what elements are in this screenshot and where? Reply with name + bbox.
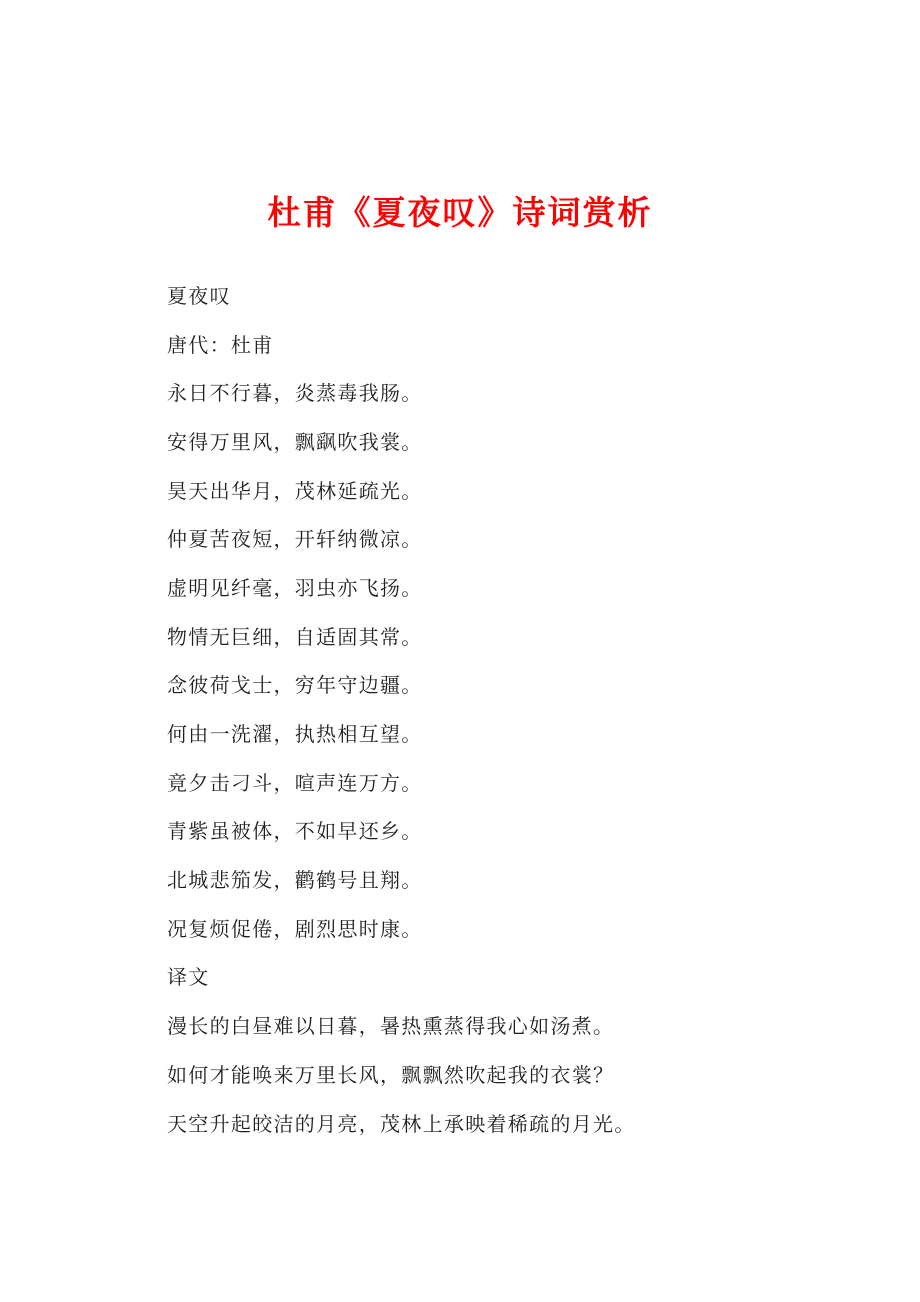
poem-verse-line: 何由一洗濯，执热相互望。: [167, 724, 423, 747]
translation-line: 如何才能唤来万里长风，飘飘然吹起我的衣裳？: [167, 1064, 615, 1087]
poem-verse-line: 永日不行暮，炎蒸毒我肠。: [167, 383, 423, 406]
poem-verse-line: 昊天出华月，茂林延疏光。: [167, 480, 423, 503]
translation-heading: 译文: [167, 967, 210, 990]
poem-verse-line: 仲夏苦夜短，开轩纳微凉。: [167, 529, 423, 552]
poem-verse-line: 北城悲笳发，鹳鹤号且翔。: [167, 870, 423, 893]
poem-verse-line: 安得万里风，飘飖吹我裳。: [167, 431, 423, 454]
poem-author-line: 唐代：杜甫: [167, 334, 274, 357]
poem-title-line: 夏夜叹: [167, 285, 231, 308]
poem-verse-line: 念彼荷戈士，穷年守边疆。: [167, 675, 423, 698]
poem-verse-line: 况复烦促倦，剧烈思时康。: [167, 918, 423, 941]
translation-line: 天空升起皎洁的月亮，茂林上承映着稀疏的月光。: [167, 1113, 636, 1136]
poem-verse-line: 虚明见纤毫，羽虫亦飞扬。: [167, 577, 423, 600]
translation-line: 漫长的白昼难以日暮，暑热熏蒸得我心如汤煮。: [167, 1016, 615, 1039]
poem-verse-line: 青紫虽被体，不如早还乡。: [167, 821, 423, 844]
page-title: 杜甫《夏夜叹》诗词赏析: [267, 194, 653, 231]
document-body: [167, 270, 860, 1146]
poem-verse-line: 物情无巨细，自适固其常。: [167, 626, 423, 649]
poem-verse-line: 竟夕击刁斗，喧声连万方。: [167, 772, 423, 795]
